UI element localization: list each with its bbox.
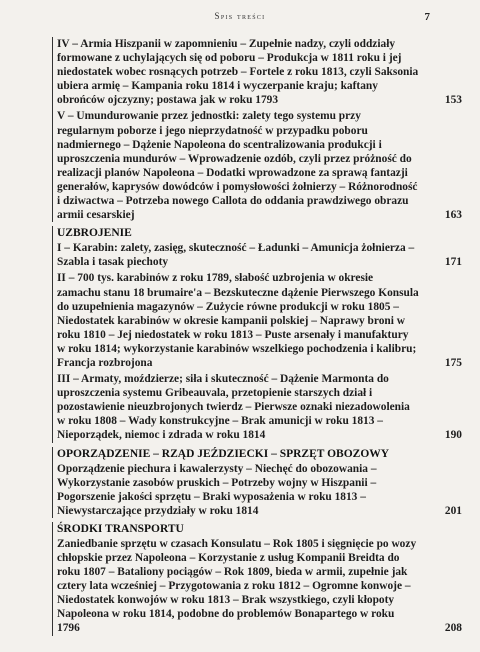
toc-entry-text: I – Karabin: zalety, zasięg, skuteczność – Ładunki – Amunicja żołnierza – Szabla i tasak piechoty: [57, 242, 415, 269]
toc-entry-page: 175: [444, 356, 462, 369]
toc-entry: [57, 271, 462, 370]
toc-section-transport: [52, 522, 462, 636]
toc-entry: [57, 37, 462, 107]
toc-entry-page: 190: [444, 429, 462, 442]
section-title: ŚRODKI TRANSPORTU: [57, 522, 184, 535]
section-title: UZBROJENIE: [57, 227, 132, 240]
page-number: 7: [424, 11, 430, 23]
toc-entry-text: II – 700 tys. karabinów z roku 1789, słabość uzbrojenia w okresie zamachu stanu 18 brumaire'a – Bezskuteczne dążenie Pierwszego Konsula do uzupełnienia magazynów – Zużycie równe produkcji w roku 1805 – Niedostatek karabinów w okresie kampanii polskiej – Naprawy broni w roku 1810 – Jej niedostatek w roku 1813 – Puste arsenały i manufaktury w roku 1814; wykorzystanie karabinów wszelkiego pochodzenia i kalibru; Francja rozbrojona: [57, 272, 419, 369]
toc-section-armia: [52, 37, 462, 222]
toc-entry-text: Zaniedbanie sprzętu w czasach Konsulatu – Rok 1805 i sięgnięcie po wozy chłopskie przez Napoleona – Korzystanie z usług Kompanii Breidta do roku 1807 – Bataliony pociągów – Rok 1809, bieda w armii, zupełnie jak cztery lata wcześniej – Przygotowania z roku 1812 – Ogromne konwoje – Niedostatek konwojów w roku 1813 – Brak wszystkiego, czyli kłopoty Napoleona w roku 1814, podobne do problemów Bonapartego w roku 1796: [57, 537, 417, 635]
running-header: [0, 11, 480, 25]
toc-section-oporzadzenie: [52, 447, 462, 518]
toc-entry: [57, 372, 462, 442]
toc-entry-text: Oporządzenie piechura i kawalerzysty – Niechęć do obozowania – Wykorzystanie zasobów pruskich – Potrzeby wojny w Hiszpanii – Pogorszenie jakości sprzętu – Braki wyposażenia w roku 1813 – Niewystarczające przydziały w roku 1814: [57, 462, 377, 517]
toc-entry-text: III – Armaty, moździerze; siła i skuteczność – Dążenie Marmonta do uproszczenia systemu Gribeauvala, przetopienie starszych dział i pozostawienie nieuzbrojonych twierdz – Pierwsze oznaki niezadowolenia w roku 1808 – Wady konstrukcyjne – Brak amunicji w roku 1813 – Nieporządek, niemoc i zdrada w roku 1814: [57, 373, 410, 442]
toc-entry: [57, 462, 462, 518]
toc-entry-text: V – Umundurowanie przez jednostki: zalety tego systemu przy regularnym poborze i jego nieprzydatność w przypadku poboru nadmiernego – Dążenie Napoleona do scentralizowania produkcji i uproszczenia mundurów – Wprowadzenie ozdób, czyli przez próżność do realizacji planów Napoleona – Dodatki wprowadzone za sprawą fantazji generałów, kaprysów dowódców i pomysłowości żołnierzy – Różnorodność i dziwactwa – Potrzeba nowego Callota do oddania prawdziwego obrazu armii cesarskiej: [57, 110, 418, 222]
running-title: Spis treści: [214, 11, 266, 21]
toc-entry: [57, 241, 462, 269]
section-title: OPORZĄDZENIE – RZĄD JEŹDZIECKI – SPRZĘT OBOZOWY: [57, 447, 390, 460]
toc-section-uzbrojenie: [52, 226, 462, 442]
toc-entry-page: 163: [444, 209, 462, 222]
table-of-contents: [52, 37, 462, 640]
toc-entry-text: IV – Armia Hiszpanii w zapomnieniu – Zupełnie nadzy, czyli oddziały formowane z uchylających się od poboru – Produkcja w 1811 roku i jej niedostatek wobec rosnących potrzeb – Fortele z roku 1813, czyli Saksonia ubiera armię – Kampania roku 1814 i wyczerpanie kraju; kaftany obrońców ojczyzny; postawa jak w roku 1793: [57, 38, 419, 107]
toc-entry-page: 208: [444, 622, 462, 635]
toc-entry-page: 171: [444, 256, 462, 269]
toc-entry: [57, 109, 462, 222]
toc-entry: [57, 537, 462, 636]
toc-entry-page: 153: [444, 94, 462, 107]
toc-entry-page: 201: [444, 504, 462, 517]
